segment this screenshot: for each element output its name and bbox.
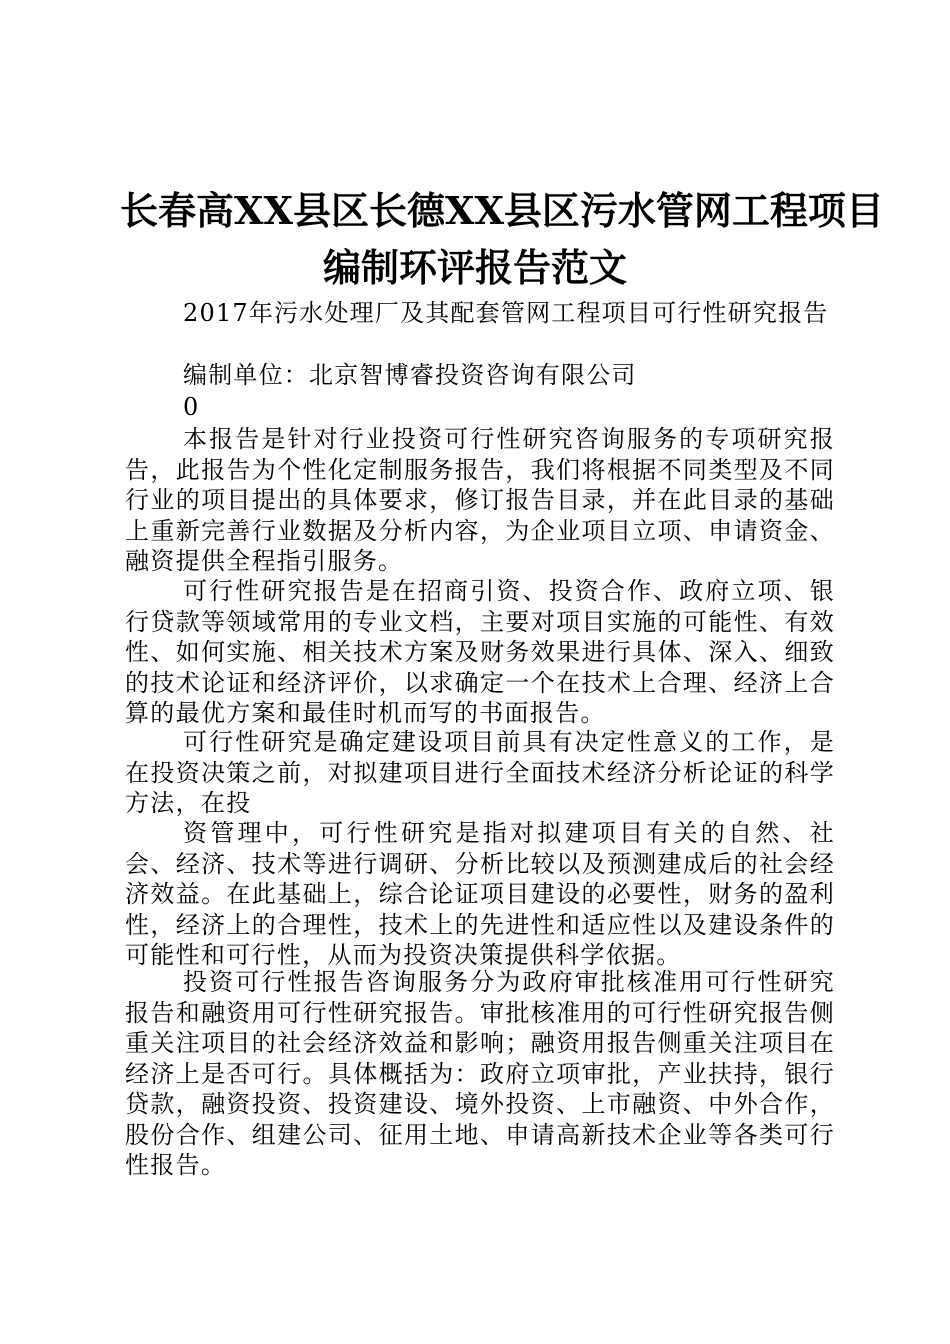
paragraph-2: 可行性研究报告是在招商引资、投资合作、政府立项、银行贷款等领域常用的专业文档，主要对项目实施的可能性、有效性、如何实施、相关技术方案及财务效果进行具体、深入、细致的技术论证和经济评价，以求确定一个在技术上合理、经济上合算的最优方案和最佳时机而写的书面报告。 xyxy=(125,577,835,727)
report-subtitle: 2017年污水处理厂及其配套管网工程项目可行性研究报告 xyxy=(183,299,829,327)
paragraph-5: 投资可行性报告咨询服务分为政府审批核准用可行性研究报告和融资用可行性研究报告。审批核准用的可行性研究报告侧重关注项目的社会经济效益和影响；融资用报告侧重关注项目在经济上是否可行。具体概括为：政府立项审批，产业扶持，银行贷款，融资投资、投资建设、境外投资、上市融资、中外合作，股份合作、组建公司、征用土地、申请高新技术企业等各类可行性报告。 xyxy=(125,968,835,1179)
paragraph-4: 资管理中，可行性研究是指对拟建项目有关的自然、社会、经济、技术等进行调研、分析比较以及预测建成后的社会经济效益。在此基础上，综合论证项目建设的必要性，财务的盈利性，经济上的合理性，技术上的先进性和适应性以及建设条件的可能性和可行性，从而为投资决策提供科学依据。 xyxy=(125,819,835,969)
paragraph-1: 本报告是针对行业投资可行性研究咨询服务的专项研究报告，此报告为个性化定制服务报告，我们将根据不同类型及不同行业的项目提出的具体要求，修订报告目录，并在此目录的基础上重新完善行业数据及分析内容，为企业项目立项、申请资金、融资提供全程指引服务。 xyxy=(125,425,835,575)
compiling-unit: 编制单位：北京智博睿投资咨询有限公司 xyxy=(183,361,637,389)
paragraph-3: 可行性研究是确定建设项目前具有决定性意义的工作，是在投资决策之前，对拟建项目进行全面技术经济分析论证的科学方法，在投 xyxy=(125,728,835,817)
page-number-zero: 0 xyxy=(183,393,200,421)
document-title-line-2: 编制环评报告范文 xyxy=(322,245,627,290)
document-title-line-1: 长春高XX县区长德XX县区污水管网工程项目 xyxy=(120,188,884,233)
